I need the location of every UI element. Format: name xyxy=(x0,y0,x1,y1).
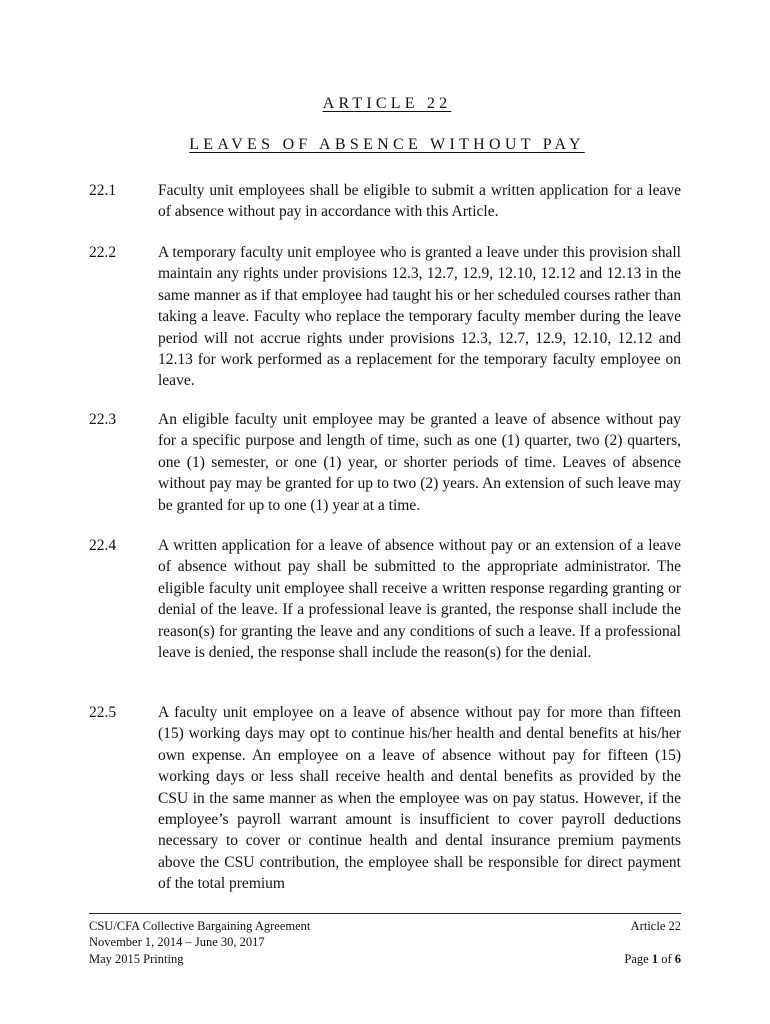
section-number: 22.5 xyxy=(89,704,117,721)
section-text: A written application for a leave of absence without pay or an extension of a leave of absence without pay shall be submitted to the appropriate administrator. The eligible faculty unit employee shall receive a written response regarding granting or denial of the leave. If a professional leave is granted, the response shall include the reason(s) for granting the leave and any conditions of such a leave. If a professional leave is denied, the response shall include the reason(s) for the denial. xyxy=(158,537,681,662)
footer-printing: May 2015 Printing xyxy=(89,951,184,966)
footer-left xyxy=(89,918,310,967)
page-current: 1 xyxy=(651,951,659,966)
footer-dates: November 1, 2014 – June 30, 2017 xyxy=(89,935,265,950)
section-number: 22.4 xyxy=(89,537,117,554)
footer-article: Article 22 xyxy=(630,919,681,933)
section-text: An eligible faculty unit employee may be granted a leave of absence without pay for a specific purpose and length of time, such as one (1) quarter, two (2) quarters, one (1) semester, or one (1) year, or shorter periods of time. Leaves of absence without pay may be granted for up to two (2) years. An extension of such leave may be granted for up to one (1) year at a time. xyxy=(158,411,681,514)
section-number: 22.3 xyxy=(89,411,117,428)
section-number: 22.2 xyxy=(89,244,117,261)
page-number: Page 1 of 6 xyxy=(624,951,681,966)
section-text: Faculty unit employees shall be eligible to submit a written application for a leave of absence without pay in accordance with this Article. xyxy=(158,182,681,221)
footer-divider xyxy=(89,913,681,914)
article-subtitle: LEAVES OF ABSENCE WITHOUT PAY xyxy=(189,136,585,153)
section-text: A temporary faculty unit employee who is granted a leave under this provision shall maintain any rights under provisions 12.3, 12.7, 12.9, 12.10, 12.12 and 12.13 in the same manner as if that employee had taught his or her scheduled courses rather than taking a leave. Faculty who replace the temporary faculty member during the leave period will not accrue rights under provisions 12.3, 12.7, 12.9, 12.10, 12.12 and 12.13 for work performed as a replacement for the temporary faculty employee on leave. xyxy=(158,244,681,390)
section-text: A faculty unit employee on a leave of absence without pay for more than fifteen (15) working days may opt to continue his/her health and dental benefits at his/her own expense. An employee on a leave of absence without pay for fifteen (15) working days or less shall receive health and dental benefits as provided by the CSU in the same manner as when the employee was on pay status. However, if the employee’s payroll warrant amount is insufficient to cover payroll deductions necessary to cover or continue health and dental insurance premium payments above the CSU contribution, the employee shall be responsible for direct payment of the total premium xyxy=(158,704,681,893)
section-number: 22.1 xyxy=(89,182,117,199)
footer-right xyxy=(624,918,681,967)
page-total: 6 xyxy=(674,951,681,966)
article-title: ARTICLE 22 xyxy=(322,95,452,112)
footer-agreement: CSU/CFA Collective Bargaining Agreement xyxy=(89,919,311,933)
